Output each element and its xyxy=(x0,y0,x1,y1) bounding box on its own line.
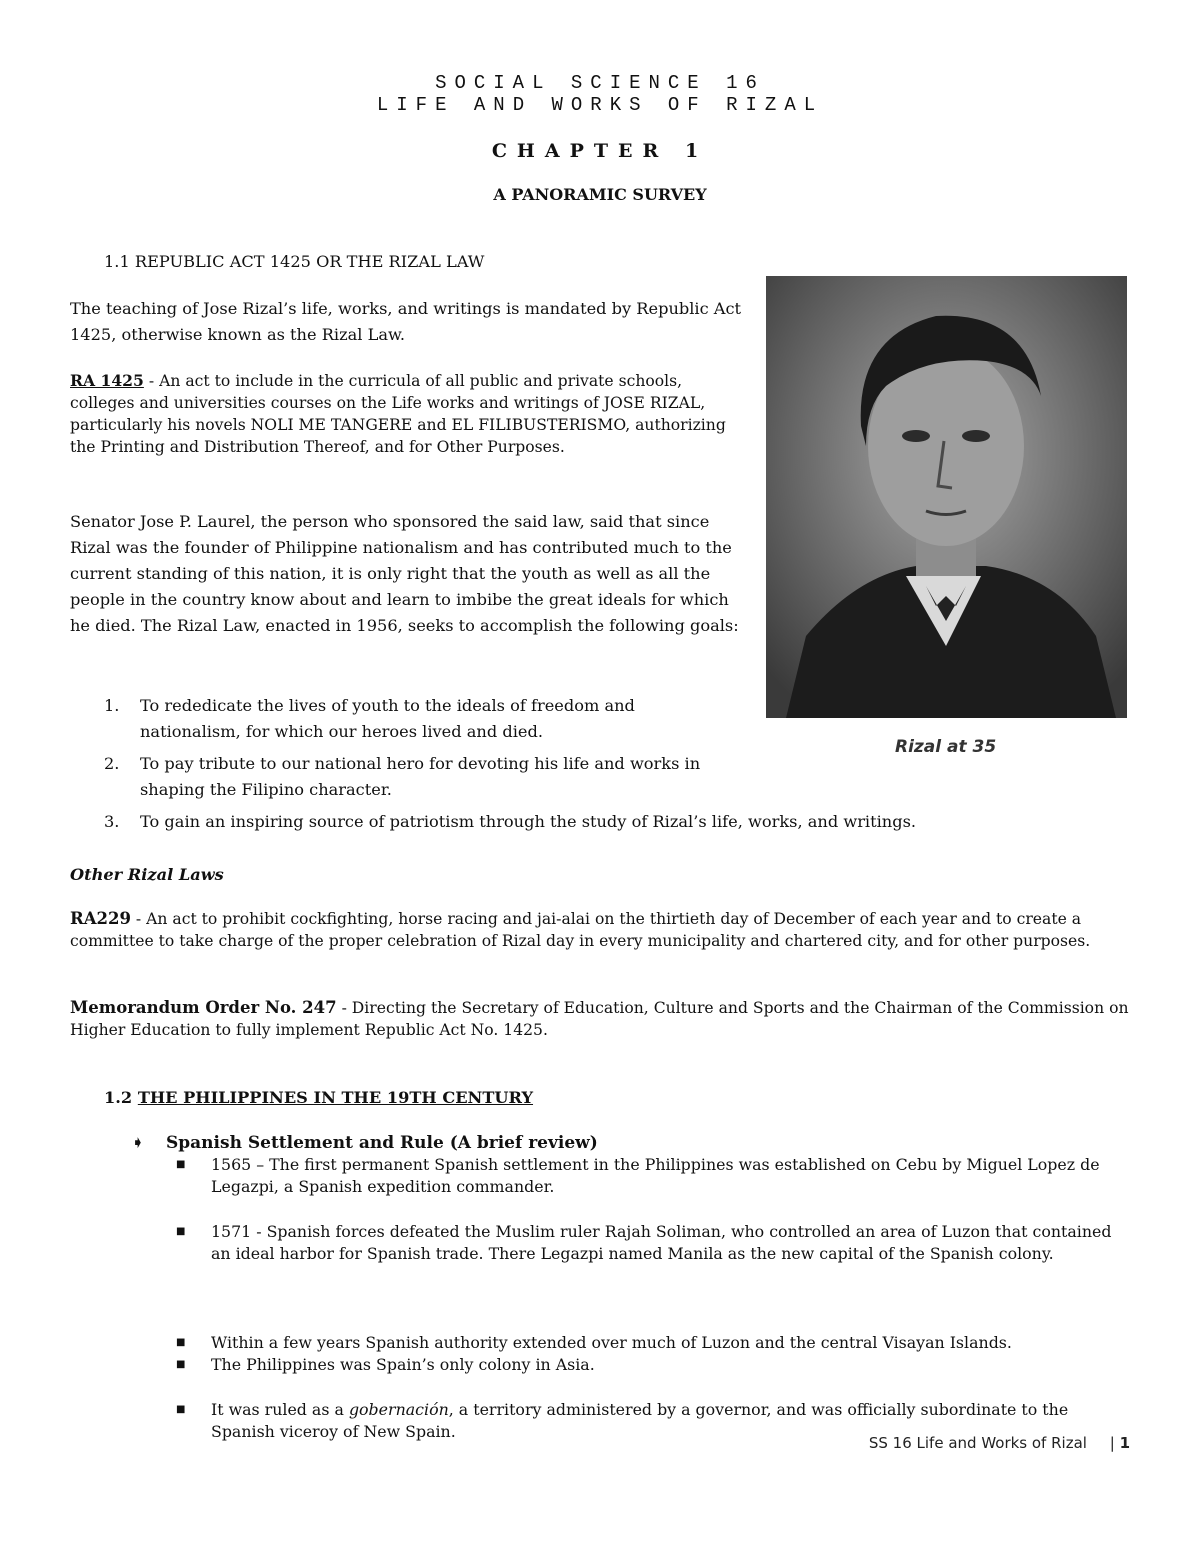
ra1425-label: RA 1425 xyxy=(70,371,144,390)
chapter-title: A PANORAMIC SURVEY xyxy=(493,185,707,204)
rizal-portrait-photo xyxy=(766,276,1127,718)
memo-text: - Directing the Secretary of Education, Culture and Sports and the Chairman of the Commission on Higher Education to fully implement Republic Act No. 1425. xyxy=(70,999,1129,1039)
page-number: 1 xyxy=(1119,1434,1130,1452)
bullet-text-part: It was ruled as a xyxy=(211,1400,349,1419)
bullet-text: 1565 – The first permanent Spanish settlement in the Philippines was established on Cebu by Miguel Lopez de Legazpi, a Spanish expedition commander. xyxy=(211,1155,1100,1196)
laurel-text: Senator Jose P. Laurel, the person who sponsored the said law, said that since Rizal was the founder of Philippine nationalism and has contributed much to the current standing of this nation, it is only right that the youth as well as all the people in the country know about and learn to imbibe the great ideals for which he died. The Rizal Law, enacted in 1956, seeks to accomplish the following goals: xyxy=(70,512,739,635)
ra229-paragraph xyxy=(70,908,1130,952)
arrow-bullet-icon: ➧ xyxy=(132,1135,144,1151)
bullet-item xyxy=(176,1332,1116,1354)
ra229-label: RA229 xyxy=(70,909,131,928)
goal-number: 2. xyxy=(104,754,120,773)
goal-text: To rededicate the lives of youth to the ideals of freedom and nationalism, for which our heroes lived and died. xyxy=(140,696,635,741)
bullet-text: 1571 - Spanish forces defeated the Muslim ruler Rajah Soliman, who controlled an area of Luzon that contained an ideal harbor for Spanish trade. There Legazpi named Manila as the new capital of the Spanish colony. xyxy=(211,1222,1112,1263)
subsection-heading xyxy=(132,1132,598,1154)
section-1-2-heading xyxy=(104,1085,533,1111)
course-title: SOCIAL SCIENCE 16 xyxy=(435,72,765,94)
section-1-1-heading: 1.1 REPUBLIC ACT 1425 OR THE RIZAL LAW xyxy=(104,252,485,271)
square-bullet-icon: ■ xyxy=(176,1159,186,1170)
footer-separator: | xyxy=(1109,1434,1115,1452)
chapter-heading: CHAPTER 1 xyxy=(491,140,709,162)
ra229-text: - An act to prohibit cockfighting, horse racing and jai-alai on the thirtieth day of December of each year and to create a committee to take charge of the proper celebration of Rizal day in every municipality and chartered city, and for other purposes. xyxy=(70,910,1091,950)
subsection-title: Spanish Settlement and Rule (A brief review) xyxy=(166,1133,598,1153)
square-bullet-icon: ■ xyxy=(176,1359,186,1370)
bullet-text-part: , a territory administered by a governor, and was officially subordinate to the Spanish viceroy of New Spain. xyxy=(211,1400,1069,1441)
section-1-2-title: THE PHILIPPINES IN THE 19TH CENTURY xyxy=(137,1088,534,1107)
ra1425-text: - An act to include in the curricula of all public and private schools, colleges and universities courses on the Life works and writings of JOSE RIZAL, particularly his novels NOLI ME TANGERE and EL FILIBUSTERISMO, authorizing the Printing and Distribution Thereof, and for Other Purposes. xyxy=(70,372,726,456)
ra1425-paragraph xyxy=(70,370,750,458)
goal-item xyxy=(104,751,734,803)
square-bullet-icon: ■ xyxy=(176,1337,186,1348)
photo-caption: Rizal at 35 xyxy=(895,737,997,757)
goal-text: To gain an inspiring source of patriotism through the study of Rizal’s life, works, and writings. xyxy=(140,812,917,831)
goal-item xyxy=(104,693,734,745)
other-rizal-laws-heading: Other Rizal Laws xyxy=(70,865,224,884)
section-1-2-number: 1.2 xyxy=(104,1088,138,1107)
goal-number: 1. xyxy=(104,696,120,715)
subject-title: LIFE AND WORKS OF RIZAL xyxy=(376,94,824,116)
bullet-text: Within a few years Spanish authority extended over much of Luzon and the central Visayan Islands. xyxy=(211,1333,1012,1352)
goal-item xyxy=(104,809,954,835)
square-bullet-icon: ■ xyxy=(176,1226,186,1237)
portrait-illustration xyxy=(766,276,1127,718)
intro-text: The teaching of Jose Rizal’s life, works, and writings is mandated by Republic Act 1425, otherwise known as the Rizal Law. xyxy=(70,299,742,344)
bullet-item xyxy=(176,1154,1116,1198)
memo-paragraph xyxy=(70,997,1130,1041)
bullet-text: The Philippines was Spain’s only colony in Asia. xyxy=(211,1355,595,1374)
bullet-item xyxy=(176,1354,1116,1376)
gobernacion-term: gobernación xyxy=(348,1400,449,1419)
laurel-paragraph xyxy=(70,509,750,639)
bullet-item xyxy=(176,1221,1116,1265)
page-footer xyxy=(869,1434,1130,1452)
square-bullet-icon: ■ xyxy=(176,1404,186,1415)
goal-text: To pay tribute to our national hero for devoting his life and works in shaping the Filipino character. xyxy=(140,754,701,799)
intro-paragraph xyxy=(70,296,750,348)
footer-text: SS 16 Life and Works of Rizal xyxy=(868,1434,1087,1452)
memo-label: Memorandum Order No. 247 xyxy=(70,998,337,1017)
goal-number: 3. xyxy=(104,812,120,831)
